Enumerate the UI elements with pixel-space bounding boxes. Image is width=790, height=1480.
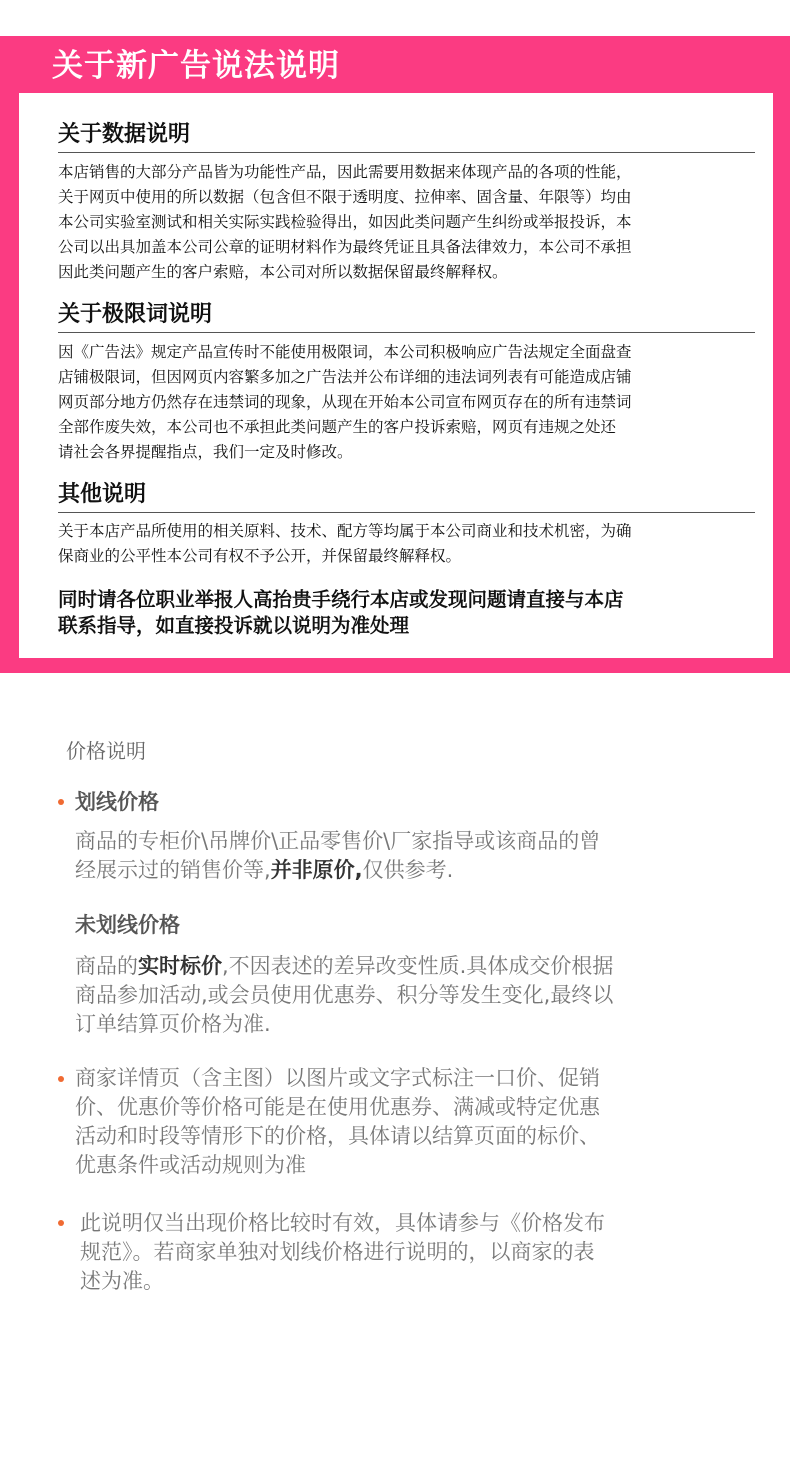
text-line: 请社会各界提醒指点，我们一定及时修改。 [58,443,353,461]
text-line: 价、优惠价等价格可能是在使用优惠券、满减或特定优惠 [75,1095,600,1119]
merchant-price-note [75,1064,735,1180]
bullet-dot [58,1076,64,1082]
text-line: 关于网页中使用的所以数据（包含但不限于透明度、拉伸率、固含量、年限等）均由 [58,188,632,206]
text-line: 店铺极限词，但因网页内容繁多加之广告法并公布详细的违法词列表有可能造成店铺 [58,368,632,386]
text-line: 联系指导，如直接投诉就以说明为准处理 [58,614,410,637]
section-heading-other: 其他说明 [58,480,755,513]
emphasis-text: 实时标价 [138,954,222,978]
closing-statement [58,587,760,639]
section-body-data [58,160,760,285]
text-line [75,952,735,981]
strikethrough-price-heading: 划线价格 [75,790,159,814]
text-line: 商品的专柜价\吊牌价\正品零售价\厂家指导或该商品的曾 [75,829,601,853]
text-line: 活动和时段等情形下的价格，具体请以结算页面的标价、 [75,1124,600,1148]
price-comparison-note [80,1209,740,1296]
strikethrough-price-text [75,827,735,885]
bullet-dot [58,1220,64,1226]
text-line: 保商业的公平性本公司有权不予公开，并保留最终解释权。 [58,547,462,565]
non-strikethrough-price-text [75,952,735,1039]
text-line: 同时请各位职业举报人高抬贵手绕行本店或发现问题请直接与本店 [58,588,624,611]
price-section-title: 价格说明 [66,739,146,763]
text-segment: 仅供参考. [362,858,454,882]
section-heading-data: 关于数据说明 [58,120,755,153]
text-line: 订单结算页价格为准. [75,1012,271,1036]
text-line: 公司以出具加盖本公司公章的证明材料作为最终凭证且具备法律效力，本公司不承担 [58,238,632,256]
section-body-extreme-words [58,340,760,465]
text-line: 因此类问题产生的客户索赔，本公司对所以数据保留最终解释权。 [58,263,508,281]
text-segment: 经展示过的销售价等, [75,858,271,882]
text-line: 此说明仅当出现价格比较时有效，具体请参与《价格发布 [80,1211,605,1235]
section-body-other [58,519,760,569]
text-line: 述为准。 [80,1269,164,1293]
text-line [75,856,735,885]
bullet-dot [58,799,64,805]
text-line: 优惠条件或活动规则为准 [75,1153,306,1177]
section-heading-extreme-words: 关于极限词说明 [58,300,755,333]
banner-title: 关于新广告说法说明 [52,48,340,84]
text-line: 商家详情页（含主图）以图片或文字式标注一口价、促销 [75,1066,600,1090]
text-line: 全部作废失效，本公司也不承担此类问题产生的客户投诉索赔，网页有违规之处还 [58,418,617,436]
text-line: 网页部分地方仍然存在违禁词的现象，从现在开始本公司宣布网页存在的所有违禁词 [58,393,632,411]
text-line: 规范》。若商家单独对划线价格进行说明的，以商家的表 [80,1240,595,1264]
text-line: 关于本店产品所使用的相关原料、技术、配方等均属于本公司商业和技术机密，为确 [58,522,632,540]
text-line: 因《广告法》规定产品宣传时不能使用极限词，本公司积极响应广告法规定全面盘查 [58,343,632,361]
text-segment: 商品的 [75,954,138,978]
text-line: 商品参加活动,或会员使用优惠券、积分等发生变化,最终以 [75,983,614,1007]
text-line: 本公司实验室测试和相关实际实践检验得出，如因此类问题产生纠纷或举报投诉，本 [58,213,632,231]
text-line: 本店销售的大部分产品皆为功能性产品，因此需要用数据来体现产品的各项的性能， [58,163,632,181]
non-strikethrough-price-heading: 未划线价格 [75,913,180,937]
emphasis-text: 并非原价, [270,858,363,882]
text-segment: ,不因表述的差异改变性质.具体成交价根据 [222,954,614,978]
